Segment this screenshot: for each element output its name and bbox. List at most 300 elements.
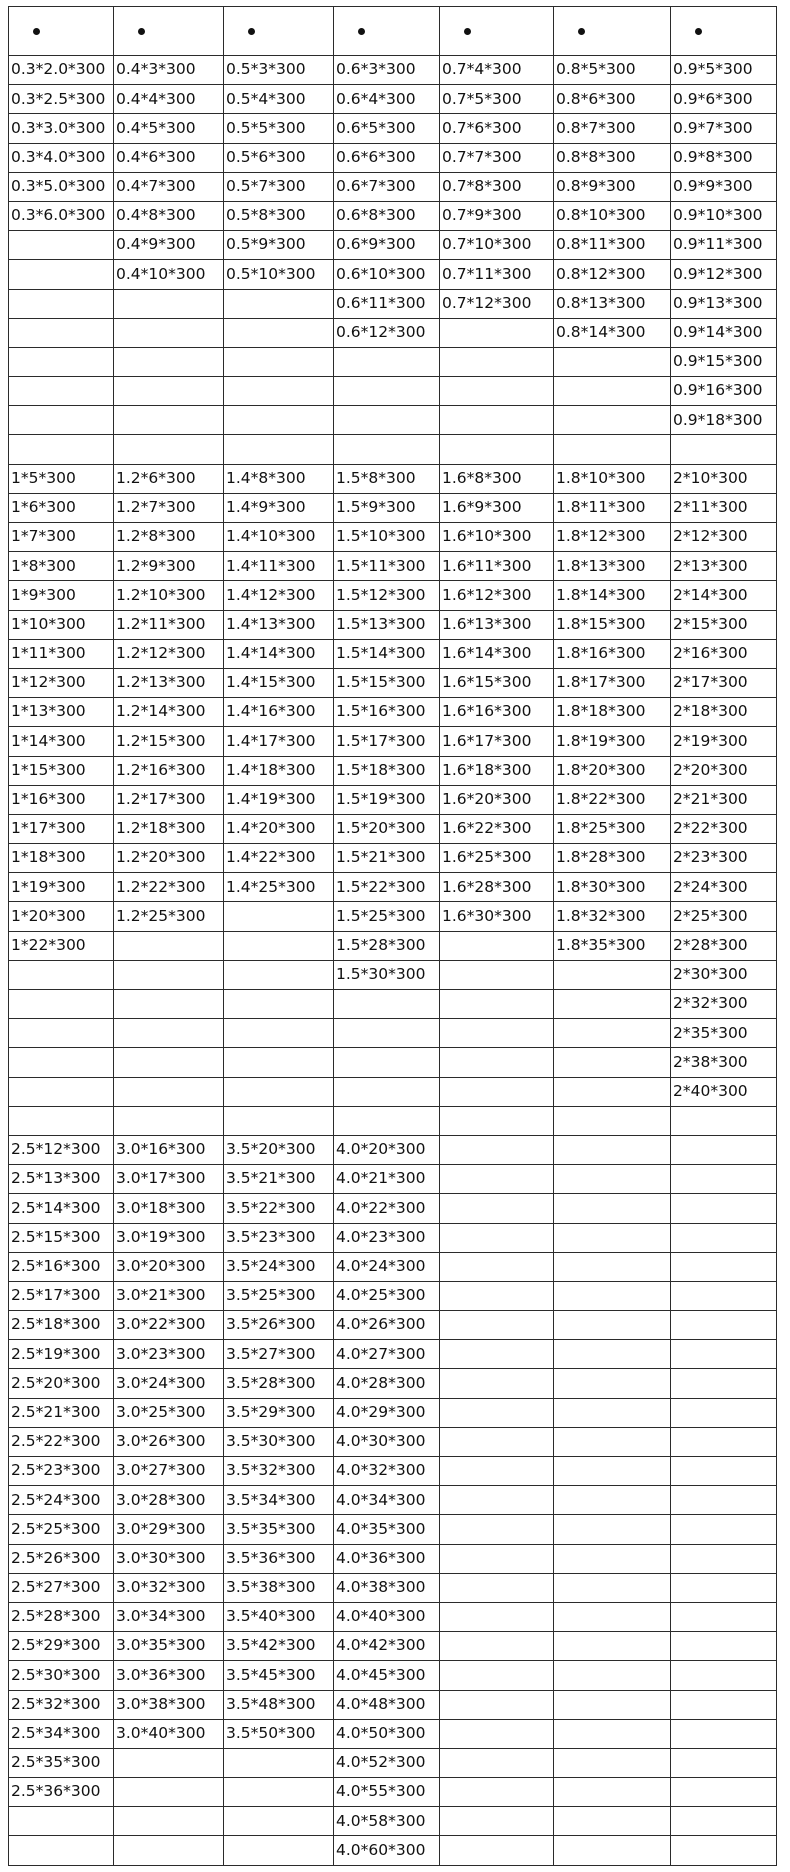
table-cell: 4.0*24*300	[334, 1252, 440, 1281]
table-cell: 0.9*6*300	[671, 85, 777, 114]
table-cell	[224, 1019, 334, 1048]
table-cell: 3.5*42*300	[224, 1632, 334, 1661]
table-cell: 0.7*6*300	[440, 114, 554, 143]
table-cell: 0.4*10*300	[114, 260, 224, 289]
table-cell: 2*35*300	[671, 1019, 777, 1048]
table-cell: 1.6*18*300	[440, 756, 554, 785]
table-cell: 0.7*10*300	[440, 231, 554, 260]
table-cell: 2*22*300	[671, 814, 777, 843]
table-cell	[114, 1048, 224, 1077]
table-cell: 2.5*12*300	[9, 1135, 114, 1164]
table-row	[9, 756, 777, 785]
table-cell: 1.6*9*300	[440, 493, 554, 522]
table-cell	[671, 1165, 777, 1194]
table-row	[9, 785, 777, 814]
table-cell	[554, 1106, 671, 1135]
table-cell: 0.9*15*300	[671, 347, 777, 376]
bullet-icon	[138, 28, 145, 35]
table-row	[9, 1311, 777, 1340]
table-cell: 3.0*32*300	[114, 1573, 224, 1602]
table-cell: 1.8*18*300	[554, 698, 671, 727]
table-cell: 1.5*11*300	[334, 552, 440, 581]
table-cell	[224, 1778, 334, 1807]
table-cell	[114, 289, 224, 318]
table-cell: 1.6*8*300	[440, 464, 554, 493]
table-cell: 1.8*16*300	[554, 639, 671, 668]
table-row	[9, 1369, 777, 1398]
table-row	[9, 844, 777, 873]
table-cell: 3.0*17*300	[114, 1165, 224, 1194]
table-cell	[671, 1369, 777, 1398]
table-cell	[671, 1398, 777, 1427]
table-cell	[9, 1048, 114, 1077]
table-cell: 2*23*300	[671, 844, 777, 873]
table-row	[9, 610, 777, 639]
table-cell	[671, 1281, 777, 1310]
table-row	[9, 668, 777, 697]
table-cell	[554, 435, 671, 464]
table-cell: 1.4*25*300	[224, 873, 334, 902]
table-cell: 3.0*29*300	[114, 1515, 224, 1544]
table-row	[9, 523, 777, 552]
table-cell	[440, 1106, 554, 1135]
table-cell: 1.2*15*300	[114, 727, 224, 756]
table-cell	[224, 1077, 334, 1106]
table-cell	[671, 1252, 777, 1281]
table-row	[9, 435, 777, 464]
table-cell: 4.0*40*300	[334, 1602, 440, 1631]
bullet-icon	[578, 28, 585, 35]
table-cell: 0.7*4*300	[440, 56, 554, 85]
table-row	[9, 1807, 777, 1836]
table-row	[9, 1457, 777, 1486]
table-cell: 1.6*22*300	[440, 814, 554, 843]
table-cell: 4.0*58*300	[334, 1807, 440, 1836]
table-cell	[440, 931, 554, 960]
table-row	[9, 727, 777, 756]
table-row	[9, 1340, 777, 1369]
table-cell: 2.5*25*300	[9, 1515, 114, 1544]
table-cell	[440, 1048, 554, 1077]
table-row	[9, 56, 777, 85]
table-row	[9, 1602, 777, 1631]
table-cell: 1.6*30*300	[440, 902, 554, 931]
table-cell: 1.4*9*300	[224, 493, 334, 522]
table-cell	[440, 1690, 554, 1719]
table-cell: 2.5*24*300	[9, 1486, 114, 1515]
table-cell: 0.9*9*300	[671, 172, 777, 201]
table-cell	[440, 318, 554, 347]
table-cell: 0.3*4.0*300	[9, 143, 114, 172]
table-cell: 0.7*11*300	[440, 260, 554, 289]
table-cell: 1.4*20*300	[224, 814, 334, 843]
table-cell: 0.6*5*300	[334, 114, 440, 143]
table-cell	[554, 1048, 671, 1077]
table-cell: 2*21*300	[671, 785, 777, 814]
table-cell	[440, 1252, 554, 1281]
table-cell: 2*15*300	[671, 610, 777, 639]
table-cell	[671, 1427, 777, 1456]
table-cell: 4.0*45*300	[334, 1661, 440, 1690]
table-cell: 0.5*4*300	[224, 85, 334, 114]
table-row	[9, 1427, 777, 1456]
table-cell: 1.2*7*300	[114, 493, 224, 522]
table-cell	[554, 1807, 671, 1836]
table-cell: 3.5*28*300	[224, 1369, 334, 1398]
table-cell	[440, 347, 554, 376]
table-cell: 1.5*28*300	[334, 931, 440, 960]
table-cell: 2*20*300	[671, 756, 777, 785]
table-cell: 1.2*12*300	[114, 639, 224, 668]
table-cell	[440, 1223, 554, 1252]
table-cell: 2*25*300	[671, 902, 777, 931]
table-cell: 1.4*19*300	[224, 785, 334, 814]
table-cell	[671, 1544, 777, 1573]
table-row	[9, 931, 777, 960]
table-cell: 2*13*300	[671, 552, 777, 581]
table-row	[9, 464, 777, 493]
table-cell	[671, 1573, 777, 1602]
table-cell	[554, 1748, 671, 1777]
table-cell	[440, 435, 554, 464]
table-cell	[114, 377, 224, 406]
table-cell: 1.5*8*300	[334, 464, 440, 493]
table-cell: 3.0*21*300	[114, 1281, 224, 1310]
table-cell	[554, 1340, 671, 1369]
table-cell: 3.0*22*300	[114, 1311, 224, 1340]
table-cell: 0.4*8*300	[114, 201, 224, 230]
table-cell: 3.0*24*300	[114, 1369, 224, 1398]
table-cell: 0.9*14*300	[671, 318, 777, 347]
table-cell	[554, 1690, 671, 1719]
table-cell	[671, 1778, 777, 1807]
table-cell: 3.0*20*300	[114, 1252, 224, 1281]
table-cell: 1.6*14*300	[440, 639, 554, 668]
table-row	[9, 990, 777, 1019]
table-cell: 2.5*34*300	[9, 1719, 114, 1748]
table-cell	[440, 1135, 554, 1164]
table-cell: 1.8*14*300	[554, 581, 671, 610]
table-cell	[440, 1807, 554, 1836]
table-cell: 1.5*16*300	[334, 698, 440, 727]
table-cell: 3.0*16*300	[114, 1135, 224, 1164]
table-row	[9, 1281, 777, 1310]
table-cell: 4.0*32*300	[334, 1457, 440, 1486]
bullet-icon	[695, 28, 702, 35]
table-cell: 1.2*20*300	[114, 844, 224, 873]
table-cell: 1.2*6*300	[114, 464, 224, 493]
table-cell: 2.5*17*300	[9, 1281, 114, 1310]
table-row	[9, 172, 777, 201]
table-cell	[334, 1048, 440, 1077]
table-cell: 4.0*55*300	[334, 1778, 440, 1807]
table-cell: 3.5*34*300	[224, 1486, 334, 1515]
table-row	[9, 873, 777, 902]
table-cell	[554, 1223, 671, 1252]
table-cell	[554, 406, 671, 435]
table-cell: 3.0*36*300	[114, 1661, 224, 1690]
table-cell: 1*18*300	[9, 844, 114, 873]
table-cell	[114, 406, 224, 435]
table-cell: 3.5*36*300	[224, 1544, 334, 1573]
table-cell: 3.5*50*300	[224, 1719, 334, 1748]
table-cell	[440, 377, 554, 406]
table-cell: 1.4*15*300	[224, 668, 334, 697]
table-cell: 4.0*30*300	[334, 1427, 440, 1456]
table-cell	[224, 1748, 334, 1777]
table-cell: 2.5*13*300	[9, 1165, 114, 1194]
table-cell: 3.5*21*300	[224, 1165, 334, 1194]
dimensions-table	[8, 6, 777, 1866]
table-row	[9, 377, 777, 406]
table-cell: 0.8*9*300	[554, 172, 671, 201]
table-cell: 1.5*22*300	[334, 873, 440, 902]
table-cell: 0.3*3.0*300	[9, 114, 114, 143]
table-cell	[554, 1486, 671, 1515]
table-cell	[334, 347, 440, 376]
table-cell: 3.5*26*300	[224, 1311, 334, 1340]
table-cell: 0.9*16*300	[671, 377, 777, 406]
table-cell	[114, 1748, 224, 1777]
table-cell: 3.5*20*300	[224, 1135, 334, 1164]
table-cell: 3.0*19*300	[114, 1223, 224, 1252]
table-cell: 3.0*26*300	[114, 1427, 224, 1456]
table-row	[9, 1515, 777, 1544]
table-cell: 2.5*29*300	[9, 1632, 114, 1661]
table-cell: 0.9*13*300	[671, 289, 777, 318]
table-cell	[440, 1544, 554, 1573]
table-cell: 3.5*45*300	[224, 1661, 334, 1690]
table-row	[9, 639, 777, 668]
table-cell	[9, 318, 114, 347]
table-cell	[671, 1106, 777, 1135]
table-cell: 0.3*2.0*300	[9, 56, 114, 85]
table-cell	[224, 990, 334, 1019]
table-cell: 4.0*38*300	[334, 1573, 440, 1602]
table-cell	[554, 377, 671, 406]
table-cell: 0.5*7*300	[224, 172, 334, 201]
table-cell: 1.2*16*300	[114, 756, 224, 785]
table-row	[9, 406, 777, 435]
table-cell: 0.9*5*300	[671, 56, 777, 85]
table-row	[9, 814, 777, 843]
table-cell	[224, 1836, 334, 1865]
bullet-icon	[248, 28, 255, 35]
table-cell: 4.0*25*300	[334, 1281, 440, 1310]
table-cell	[334, 1019, 440, 1048]
table-cell: 1.5*9*300	[334, 493, 440, 522]
table-cell: 0.5*6*300	[224, 143, 334, 172]
table-row	[9, 143, 777, 172]
table-cell: 3.5*32*300	[224, 1457, 334, 1486]
table-cell: 1.2*8*300	[114, 523, 224, 552]
table-cell: 1.8*11*300	[554, 493, 671, 522]
table-cell: 3.5*23*300	[224, 1223, 334, 1252]
table-row	[9, 1398, 777, 1427]
table-row	[9, 231, 777, 260]
table-cell: 1.6*28*300	[440, 873, 554, 902]
table-row	[9, 318, 777, 347]
table-cell	[224, 377, 334, 406]
table-cell: 0.3*6.0*300	[9, 201, 114, 230]
table-cell: 0.5*10*300	[224, 260, 334, 289]
table-cell: 0.6*3*300	[334, 56, 440, 85]
table-cell: 0.6*11*300	[334, 289, 440, 318]
table-cell	[440, 1486, 554, 1515]
table-cell: 0.8*5*300	[554, 56, 671, 85]
table-cell: 2.5*22*300	[9, 1427, 114, 1456]
table-cell: 3.0*34*300	[114, 1602, 224, 1631]
table-cell: 0.7*5*300	[440, 85, 554, 114]
table-cell: 1.5*21*300	[334, 844, 440, 873]
table-cell: 1*17*300	[9, 814, 114, 843]
table-row	[9, 85, 777, 114]
table-cell	[224, 1048, 334, 1077]
table-cell: 0.9*8*300	[671, 143, 777, 172]
table-cell: 1.5*30*300	[334, 960, 440, 989]
table-cell: 1.5*18*300	[334, 756, 440, 785]
table-cell	[224, 347, 334, 376]
header-cell	[554, 7, 671, 56]
table-cell: 0.3*2.5*300	[9, 85, 114, 114]
table-cell	[334, 377, 440, 406]
table-cell	[440, 1077, 554, 1106]
table-cell: 0.5*3*300	[224, 56, 334, 85]
table-cell: 1*16*300	[9, 785, 114, 814]
table-cell: 1.2*18*300	[114, 814, 224, 843]
table-cell: 2.5*21*300	[9, 1398, 114, 1427]
header-cell	[671, 7, 777, 56]
table-cell: 1.4*10*300	[224, 523, 334, 552]
table-cell: 1*11*300	[9, 639, 114, 668]
table-cell: 1*15*300	[9, 756, 114, 785]
table-cell: 1*13*300	[9, 698, 114, 727]
table-cell: 4.0*29*300	[334, 1398, 440, 1427]
table-cell: 0.7*8*300	[440, 172, 554, 201]
table-cell	[224, 902, 334, 931]
table-cell: 4.0*52*300	[334, 1748, 440, 1777]
table-cell: 1.2*17*300	[114, 785, 224, 814]
table-cell: 1.5*17*300	[334, 727, 440, 756]
bullet-icon	[464, 28, 471, 35]
table-row	[9, 1573, 777, 1602]
table-cell	[671, 1194, 777, 1223]
table-row	[9, 1661, 777, 1690]
table-row	[9, 1106, 777, 1135]
table-cell: 1.8*28*300	[554, 844, 671, 873]
table-cell	[554, 1135, 671, 1164]
table-cell: 1.2*25*300	[114, 902, 224, 931]
table-cell: 0.6*4*300	[334, 85, 440, 114]
table-cell: 1.5*13*300	[334, 610, 440, 639]
table-cell	[671, 1836, 777, 1865]
table-cell	[224, 931, 334, 960]
table-row	[9, 1165, 777, 1194]
table-cell: 0.6*10*300	[334, 260, 440, 289]
bullet-icon	[358, 28, 365, 35]
header-cell	[334, 7, 440, 56]
table-cell	[440, 1369, 554, 1398]
table-cell	[9, 1807, 114, 1836]
table-cell	[440, 406, 554, 435]
table-cell: 2.5*26*300	[9, 1544, 114, 1573]
table-cell	[671, 435, 777, 464]
table-row	[9, 493, 777, 522]
table-cell: 3.5*27*300	[224, 1340, 334, 1369]
table-cell	[554, 1632, 671, 1661]
table-cell: 2.5*27*300	[9, 1573, 114, 1602]
table-cell: 1.8*19*300	[554, 727, 671, 756]
table-cell: 1.8*12*300	[554, 523, 671, 552]
table-cell: 2.5*36*300	[9, 1778, 114, 1807]
table-cell: 3.5*29*300	[224, 1398, 334, 1427]
table-row	[9, 1690, 777, 1719]
table-cell	[114, 347, 224, 376]
table-cell	[554, 1077, 671, 1106]
table-cell: 2.5*32*300	[9, 1690, 114, 1719]
table-cell	[440, 1165, 554, 1194]
table-cell: 3.5*24*300	[224, 1252, 334, 1281]
table-cell: 0.7*12*300	[440, 289, 554, 318]
table-cell	[9, 231, 114, 260]
table-cell	[554, 1836, 671, 1865]
table-cell: 1.2*10*300	[114, 581, 224, 610]
table-cell: 1.2*9*300	[114, 552, 224, 581]
table-cell: 1.6*12*300	[440, 581, 554, 610]
table-cell	[440, 1311, 554, 1340]
table-cell	[554, 1515, 671, 1544]
table-cell	[440, 1661, 554, 1690]
table-cell	[114, 1836, 224, 1865]
table-cell	[9, 377, 114, 406]
table-cell	[114, 318, 224, 347]
table-cell: 1.4*16*300	[224, 698, 334, 727]
table-cell: 3.5*40*300	[224, 1602, 334, 1631]
table-cell: 2.5*30*300	[9, 1661, 114, 1690]
table-cell	[9, 1077, 114, 1106]
table-cell: 1.8*17*300	[554, 668, 671, 697]
table-cell	[114, 990, 224, 1019]
table-cell	[9, 1106, 114, 1135]
table-cell: 2*30*300	[671, 960, 777, 989]
table-cell: 3.0*28*300	[114, 1486, 224, 1515]
table-cell: 1.8*20*300	[554, 756, 671, 785]
table-cell: 1.4*18*300	[224, 756, 334, 785]
table-body	[9, 7, 777, 1866]
table-cell	[440, 1515, 554, 1544]
table-cell: 3.5*35*300	[224, 1515, 334, 1544]
table-cell: 1.8*25*300	[554, 814, 671, 843]
table-cell: 1.6*25*300	[440, 844, 554, 873]
table-cell	[671, 1515, 777, 1544]
table-cell	[671, 1661, 777, 1690]
table-cell: 1.6*16*300	[440, 698, 554, 727]
table-cell	[114, 931, 224, 960]
table-cell: 0.9*12*300	[671, 260, 777, 289]
table-cell	[554, 1398, 671, 1427]
table-cell: 4.0*42*300	[334, 1632, 440, 1661]
table-cell	[440, 1340, 554, 1369]
table-cell: 2*18*300	[671, 698, 777, 727]
table-row	[9, 1077, 777, 1106]
table-cell: 0.8*12*300	[554, 260, 671, 289]
table-row	[9, 581, 777, 610]
table-cell: 1.6*17*300	[440, 727, 554, 756]
table-cell: 1.8*32*300	[554, 902, 671, 931]
table-cell	[671, 1340, 777, 1369]
table-cell: 0.9*11*300	[671, 231, 777, 260]
table-cell: 0.4*3*300	[114, 56, 224, 85]
